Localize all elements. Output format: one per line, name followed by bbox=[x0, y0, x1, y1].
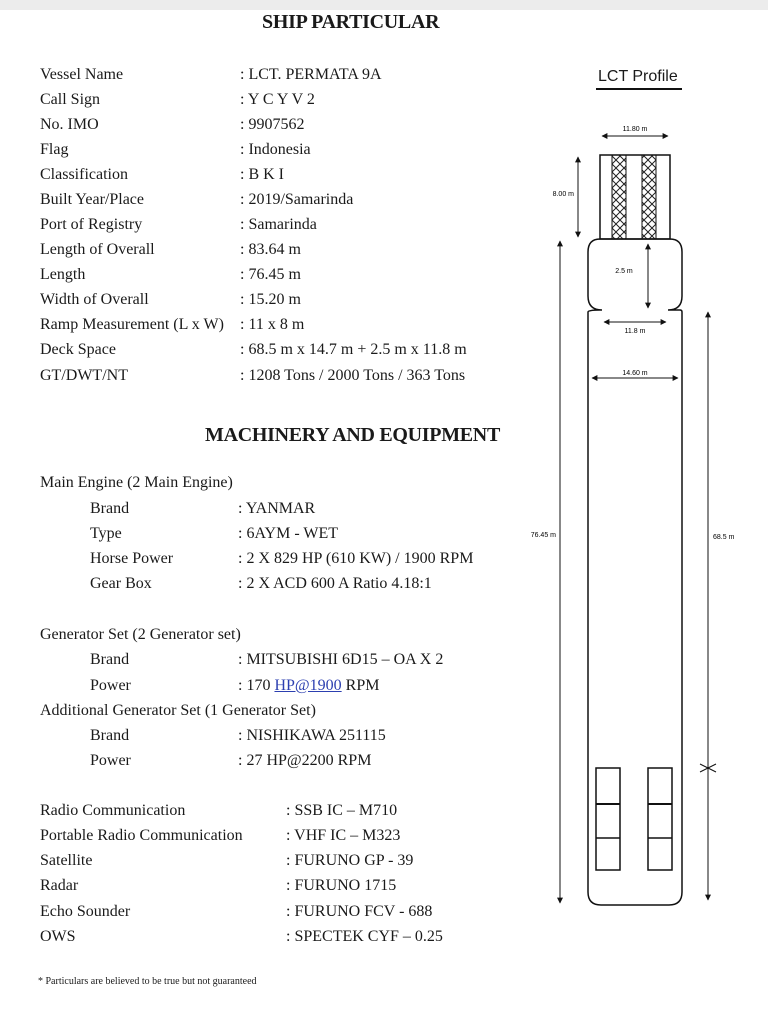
particular-label: Deck Space bbox=[40, 341, 116, 358]
particular-label: Call Sign bbox=[40, 91, 101, 108]
power-link[interactable]: HP@1900 bbox=[274, 677, 342, 694]
engine-value: : 6AYM - WET bbox=[238, 525, 338, 542]
equipment-value: : FURUNO 1715 bbox=[286, 877, 397, 894]
additional-generator-heading: Additional Generator Set (1 Generator Set) bbox=[40, 702, 316, 719]
particular-value: : LCT. PERMATA 9A bbox=[240, 66, 382, 83]
equipment-label: Satellite bbox=[40, 852, 93, 869]
particular-label: Classification bbox=[40, 166, 128, 183]
equipment-label: Radio Communication bbox=[40, 802, 186, 819]
equipment-label: Echo Sounder bbox=[40, 903, 131, 920]
generator-value: : NISHIKAWA 251115 bbox=[238, 727, 386, 744]
engine-value: : 2 X 829 HP (610 KW) / 1900 RPM bbox=[238, 550, 474, 567]
particular-value: : 68.5 m x 14.7 m + 2.5 m x 11.8 m bbox=[240, 341, 467, 358]
equipment-label: OWS bbox=[40, 928, 76, 945]
generator-label: Brand bbox=[90, 651, 130, 668]
ramp-length-label: 8.00 m bbox=[552, 191, 574, 198]
ramp-width-label: 11.80 m bbox=[622, 126, 648, 133]
generator-value: : 27 HP@2200 RPM bbox=[238, 752, 372, 769]
deck-length-label: 68.5 m bbox=[713, 534, 735, 541]
equipment-label: Radar bbox=[40, 877, 79, 894]
dimension-lines bbox=[560, 136, 716, 903]
stern-cabins bbox=[596, 768, 672, 870]
particular-label: Port of Registry bbox=[40, 216, 143, 233]
particular-value: : 15.20 m bbox=[240, 291, 301, 308]
particular-value: : 2019/Samarinda bbox=[240, 191, 354, 208]
engine-label: Type bbox=[90, 525, 122, 542]
engine-label: Gear Box bbox=[90, 575, 152, 592]
neck-length-label: 2.5 m bbox=[615, 268, 633, 275]
particular-label: Length bbox=[40, 266, 86, 283]
equipment-label: Portable Radio Communication bbox=[40, 827, 243, 844]
particular-label: GT/DWT/NT bbox=[40, 367, 128, 384]
generator-label: Brand bbox=[90, 727, 130, 744]
power-prefix: : 170 bbox=[238, 677, 275, 694]
neck-width-label: 11.8 m bbox=[624, 328, 646, 335]
beam-label: 14.60 m bbox=[622, 370, 648, 377]
particular-label: Width of Overall bbox=[40, 291, 149, 308]
hull-outline bbox=[588, 239, 682, 905]
particular-label: Flag bbox=[40, 141, 69, 158]
particular-label: Length of Overall bbox=[40, 241, 155, 258]
engine-value: : YANMAR bbox=[238, 500, 316, 517]
overall-length-label: 76.45 m bbox=[530, 532, 556, 539]
profile-title: LCT Profile bbox=[598, 68, 678, 85]
generator-label: Power bbox=[90, 752, 131, 769]
engine-label: Horse Power bbox=[90, 550, 174, 567]
machinery-title: MACHINERY AND EQUIPMENT bbox=[205, 424, 500, 446]
generator-label: Power bbox=[90, 677, 131, 694]
ship-particular-title: SHIP PARTICULAR bbox=[262, 11, 440, 33]
particular-value: : 9907562 bbox=[240, 116, 305, 133]
equipment-value: : SSB IC – M710 bbox=[286, 802, 398, 819]
particular-label: No. IMO bbox=[40, 116, 99, 133]
equipment-value: : VHF IC – M323 bbox=[286, 827, 401, 844]
particular-value: : B K I bbox=[240, 166, 284, 183]
particular-label: Ramp Measurement (L x W) bbox=[40, 316, 224, 333]
particular-value: : Y C Y V 2 bbox=[240, 91, 315, 108]
particular-value: : 76.45 m bbox=[240, 266, 301, 283]
generator-heading: Generator Set (2 Generator set) bbox=[40, 626, 241, 643]
equipment-value: : FURUNO GP - 39 bbox=[286, 852, 414, 869]
particular-value: : 1208 Tons / 2000 Tons / 363 Tons bbox=[240, 367, 466, 384]
ramp bbox=[600, 155, 670, 239]
footnote: * Particulars are believed to be true but not guaranteed bbox=[38, 976, 257, 987]
particular-value: : Indonesia bbox=[240, 141, 311, 158]
engine-label: Brand bbox=[90, 500, 130, 517]
equipment-value: : SPECTEK CYF – 0.25 bbox=[286, 928, 443, 945]
main-engine-heading: Main Engine (2 Main Engine) bbox=[40, 474, 233, 491]
particular-value: : 83.64 m bbox=[240, 241, 301, 258]
power-suffix: RPM bbox=[341, 677, 380, 694]
engine-value: : 2 X ACD 600 A Ratio 4.18:1 bbox=[238, 575, 432, 592]
particular-label: Vessel Name bbox=[40, 66, 124, 83]
particular-value: : Samarinda bbox=[240, 216, 317, 233]
equipment-value: : FURUNO FCV - 688 bbox=[286, 903, 433, 920]
particular-label: Built Year/Place bbox=[40, 191, 144, 208]
particular-value: : 11 x 8 m bbox=[240, 316, 305, 333]
generator-value: : MITSUBISHI 6D15 – OA X 2 bbox=[238, 651, 444, 668]
